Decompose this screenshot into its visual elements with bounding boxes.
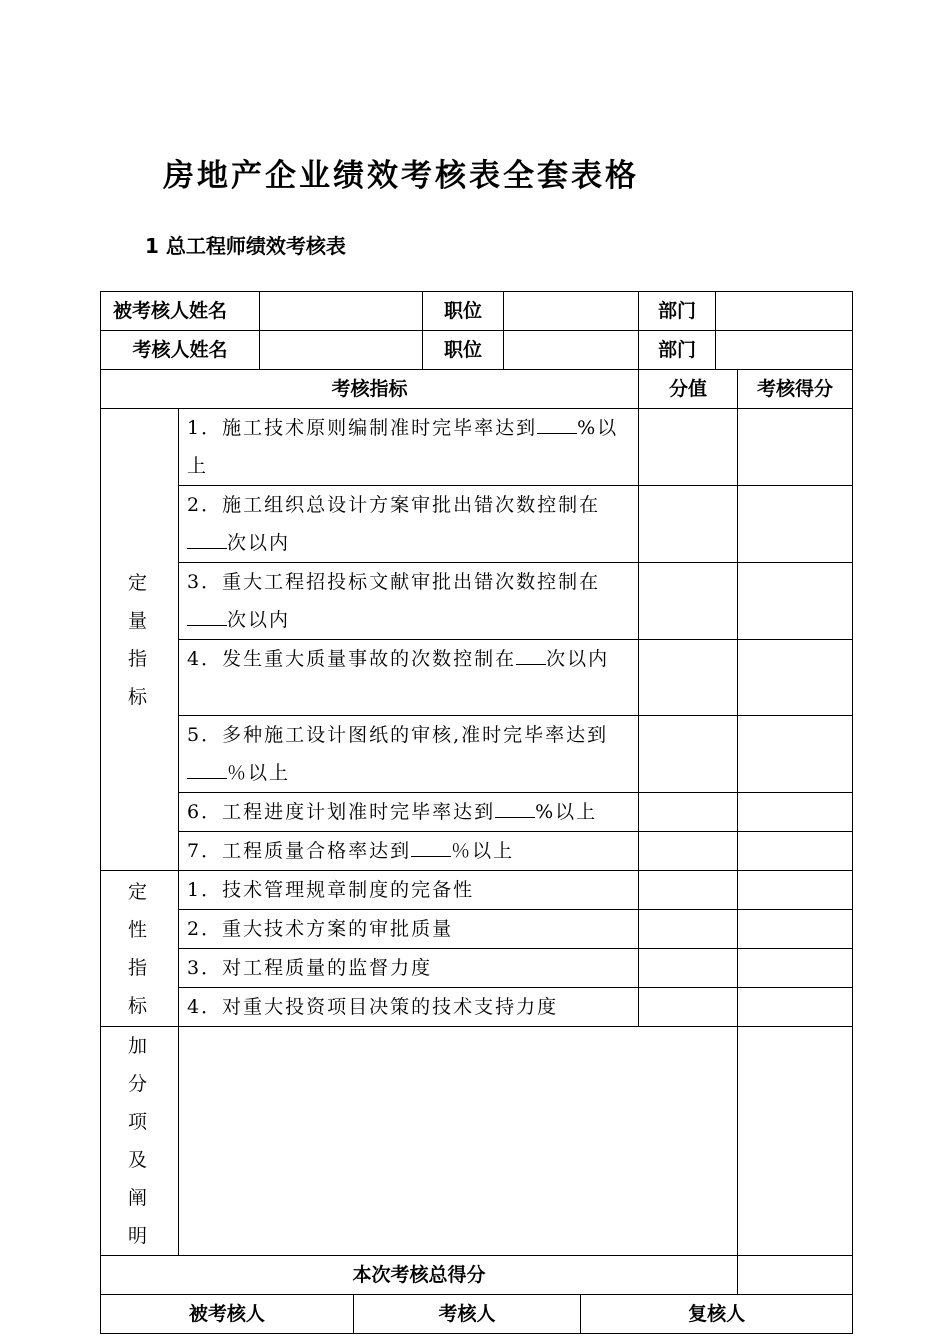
quantitative-item-4: 4．发生重大质量事故的次数控制在 次以内: [179, 640, 639, 716]
score-obtained-cell[interactable]: [738, 949, 853, 988]
score-value-cell[interactable]: [639, 409, 738, 486]
score-value-cell[interactable]: [639, 563, 738, 640]
evaluation-form-table: [100, 291, 853, 1334]
examiner-position-field[interactable]: [504, 331, 639, 370]
qualitative-item-row: [101, 988, 853, 1027]
bonus-row: [101, 1027, 853, 1256]
examinee-department-label: 部门: [639, 292, 716, 331]
reviewer-signature[interactable]: 复核人: [688, 1303, 746, 1325]
examinee-signature[interactable]: 被考核人: [101, 1295, 353, 1333]
quantitative-item-2: 2．施工组织总设计方案审批出错次数控制在次以内: [179, 486, 639, 563]
quantitative-item-row: [101, 793, 853, 832]
examiner-department-label: 部门: [639, 331, 716, 370]
qualitative-item-4: 4．对重大投资项目决策的技术支持力度: [179, 988, 639, 1027]
quantitative-item-row: [101, 409, 853, 486]
total-row: [101, 1256, 853, 1295]
quantitative-item-row: [101, 640, 853, 716]
examinee-position-field[interactable]: [504, 292, 639, 331]
total-score-cell[interactable]: [738, 1256, 853, 1295]
examinee-name-label: 被考核人姓名: [101, 292, 260, 331]
quantitative-item-3: 3．重大工程招投标文献审批出错次数控制在次以内: [179, 563, 639, 640]
examiner-position-label: 职位: [423, 331, 504, 370]
score-value-cell[interactable]: [639, 871, 738, 910]
score-value-cell[interactable]: [639, 910, 738, 949]
fill-blank[interactable]: [516, 664, 546, 665]
quantitative-item-row: [101, 563, 853, 640]
bonus-description-cell[interactable]: [179, 1027, 738, 1256]
score-obtained-cell[interactable]: [738, 793, 853, 832]
examiner-signature[interactable]: 考核人: [353, 1295, 580, 1333]
score-value-cell[interactable]: [639, 832, 738, 871]
score-value-header: 分值: [639, 370, 738, 409]
fill-blank[interactable]: [411, 856, 451, 857]
examiner-name-field[interactable]: [260, 331, 423, 370]
score-value-cell[interactable]: [639, 716, 738, 793]
score-value-cell[interactable]: [639, 793, 738, 832]
fill-blank[interactable]: [187, 778, 227, 779]
examinee-row: [101, 292, 853, 331]
quantitative-item-row: [101, 832, 853, 871]
score-obtained-cell[interactable]: [738, 486, 853, 563]
indicator-header-row: [101, 370, 853, 409]
fill-blank[interactable]: [187, 548, 227, 549]
score-value-cell[interactable]: [639, 949, 738, 988]
fill-blank[interactable]: [537, 433, 577, 434]
document-title: 房地产企业绩效考核表全套表格: [163, 158, 639, 194]
signature-row: [101, 1295, 853, 1334]
signature-table: [101, 1295, 852, 1333]
score-obtained-cell[interactable]: [738, 409, 853, 486]
quantitative-item-1: 1．施工技术原则编制准时完毕率达到 %以上: [179, 409, 639, 486]
score-value-cell[interactable]: [639, 988, 738, 1027]
score-obtained-cell[interactable]: [738, 640, 853, 716]
examiner-name-label: 考核人姓名: [101, 331, 260, 370]
examinee-department-field[interactable]: [716, 292, 853, 331]
bonus-label: 加分项及阐明: [101, 1027, 179, 1256]
quantitative-item-row: [101, 486, 853, 563]
score-obtained-cell[interactable]: [738, 871, 853, 910]
fill-blank[interactable]: [187, 625, 227, 626]
quantitative-item-5: 5．多种施工设计图纸的审核,准时完毕率达到％以上: [179, 716, 639, 793]
score-obtained-cell[interactable]: [738, 988, 853, 1027]
quantitative-label: 定量指标: [101, 409, 179, 871]
examinee-name-field[interactable]: [260, 292, 423, 331]
section-title: 1 总工程师绩效考核表: [145, 234, 346, 258]
quantitative-item-7: 7．工程质量合格率达到 ％以上: [179, 832, 639, 871]
examiner-department-field[interactable]: [716, 331, 853, 370]
qualitative-item-row: [101, 949, 853, 988]
score-obtained-cell[interactable]: [738, 832, 853, 871]
qualitative-item-2: 2．重大技术方案的审批质量: [179, 910, 639, 949]
score-obtained-cell[interactable]: [738, 716, 853, 793]
examinee-position-label: 职位: [423, 292, 504, 331]
quantitative-item-6: 6．工程进度计划准时完毕率达到 %以上: [179, 793, 639, 832]
score-obtained-cell[interactable]: [738, 563, 853, 640]
qualitative-item-3: 3．对工程质量的监督力度: [179, 949, 639, 988]
qualitative-label: 定性指标: [101, 871, 179, 1027]
examiner-row: [101, 331, 853, 370]
signature-cell: [101, 1295, 853, 1334]
qualitative-item-row: [101, 910, 853, 949]
score-value-cell[interactable]: [639, 640, 738, 716]
qualitative-item-row: [101, 871, 853, 910]
score-value-cell[interactable]: [639, 486, 738, 563]
quantitative-item-row: [101, 716, 853, 793]
score-obtained-cell[interactable]: [738, 910, 853, 949]
bonus-score-cell[interactable]: [738, 1027, 853, 1256]
qualitative-item-1: 1．技术管理规章制度的完备性: [179, 871, 639, 910]
fill-blank[interactable]: [495, 817, 535, 818]
total-score-label: 本次考核总得分: [101, 1256, 738, 1295]
score-obtained-header: 考核得分: [738, 370, 853, 409]
indicators-header: 考核指标: [101, 370, 639, 409]
